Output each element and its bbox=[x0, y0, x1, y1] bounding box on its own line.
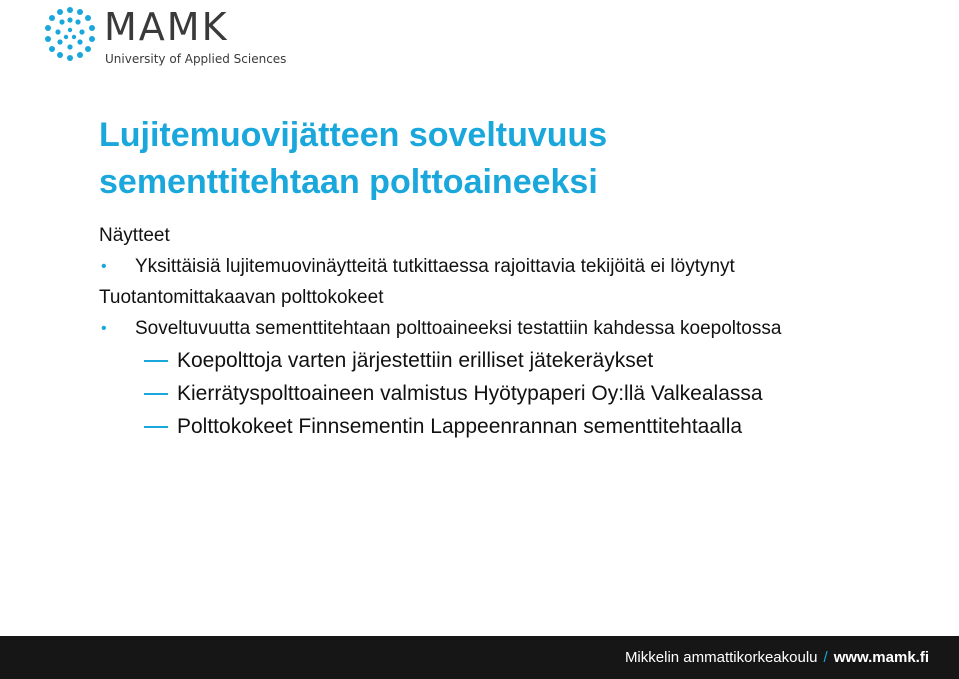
dotted-globe-icon bbox=[40, 4, 100, 64]
section-heading-tests: Tuotantomittakaavan polttokokeet bbox=[99, 287, 384, 308]
bullet-item bbox=[99, 315, 919, 343]
sub-bullet-text: Koepolttoja varten järjestettiin erilliset jätekeräykset bbox=[177, 349, 654, 372]
footer-separator: / bbox=[823, 649, 828, 666]
bullet-text: Soveltuvuutta sementtitehtaan polttoaineeksi testattiin kahdessa koepoltossa bbox=[135, 318, 782, 339]
logo-subtitle: University of Applied Sciences bbox=[105, 52, 287, 66]
dash-bullet-icon bbox=[144, 393, 168, 395]
footer-url-link[interactable]: www.mamk.fi bbox=[833, 649, 929, 666]
slide-title bbox=[99, 112, 919, 206]
bullet-text: Yksittäisiä lujitemuovinäytteitä tutkittaessa rajoittavia tekijöitä ei löytynyt bbox=[135, 256, 735, 277]
logo-name: MAMK bbox=[104, 5, 229, 49]
dash-bullet-icon bbox=[144, 426, 168, 428]
section-heading-samples: Näytteet bbox=[99, 225, 170, 246]
bullet-dot-icon: • bbox=[101, 320, 107, 337]
dash-bullet-icon bbox=[144, 360, 168, 362]
slide-content bbox=[99, 222, 919, 445]
slide-title-line-1: Lujitemuovijätteen soveltuvuus bbox=[99, 116, 608, 154]
footer-bar bbox=[0, 636, 959, 679]
bullet-dot-icon: • bbox=[101, 258, 107, 275]
slide-title-line-2: sementtitehtaan polttoaineeksi bbox=[99, 163, 598, 201]
sub-bullet-text: Kierrätyspolttoaineen valmistus Hyötypaperi Oy:llä Valkealassa bbox=[177, 382, 763, 405]
sub-bullet-item bbox=[99, 412, 919, 441]
sub-bullet-item bbox=[99, 379, 919, 408]
sub-bullet-text: Polttokokeet Finnsementin Lappeenrannan sementtitehtaalla bbox=[177, 415, 743, 438]
footer-text bbox=[625, 649, 929, 666]
mamk-logo bbox=[40, 4, 290, 68]
bullet-item bbox=[99, 253, 919, 281]
sub-bullet-item bbox=[99, 346, 919, 375]
footer-school: Mikkelin ammattikorkeakoulu bbox=[624, 649, 818, 666]
